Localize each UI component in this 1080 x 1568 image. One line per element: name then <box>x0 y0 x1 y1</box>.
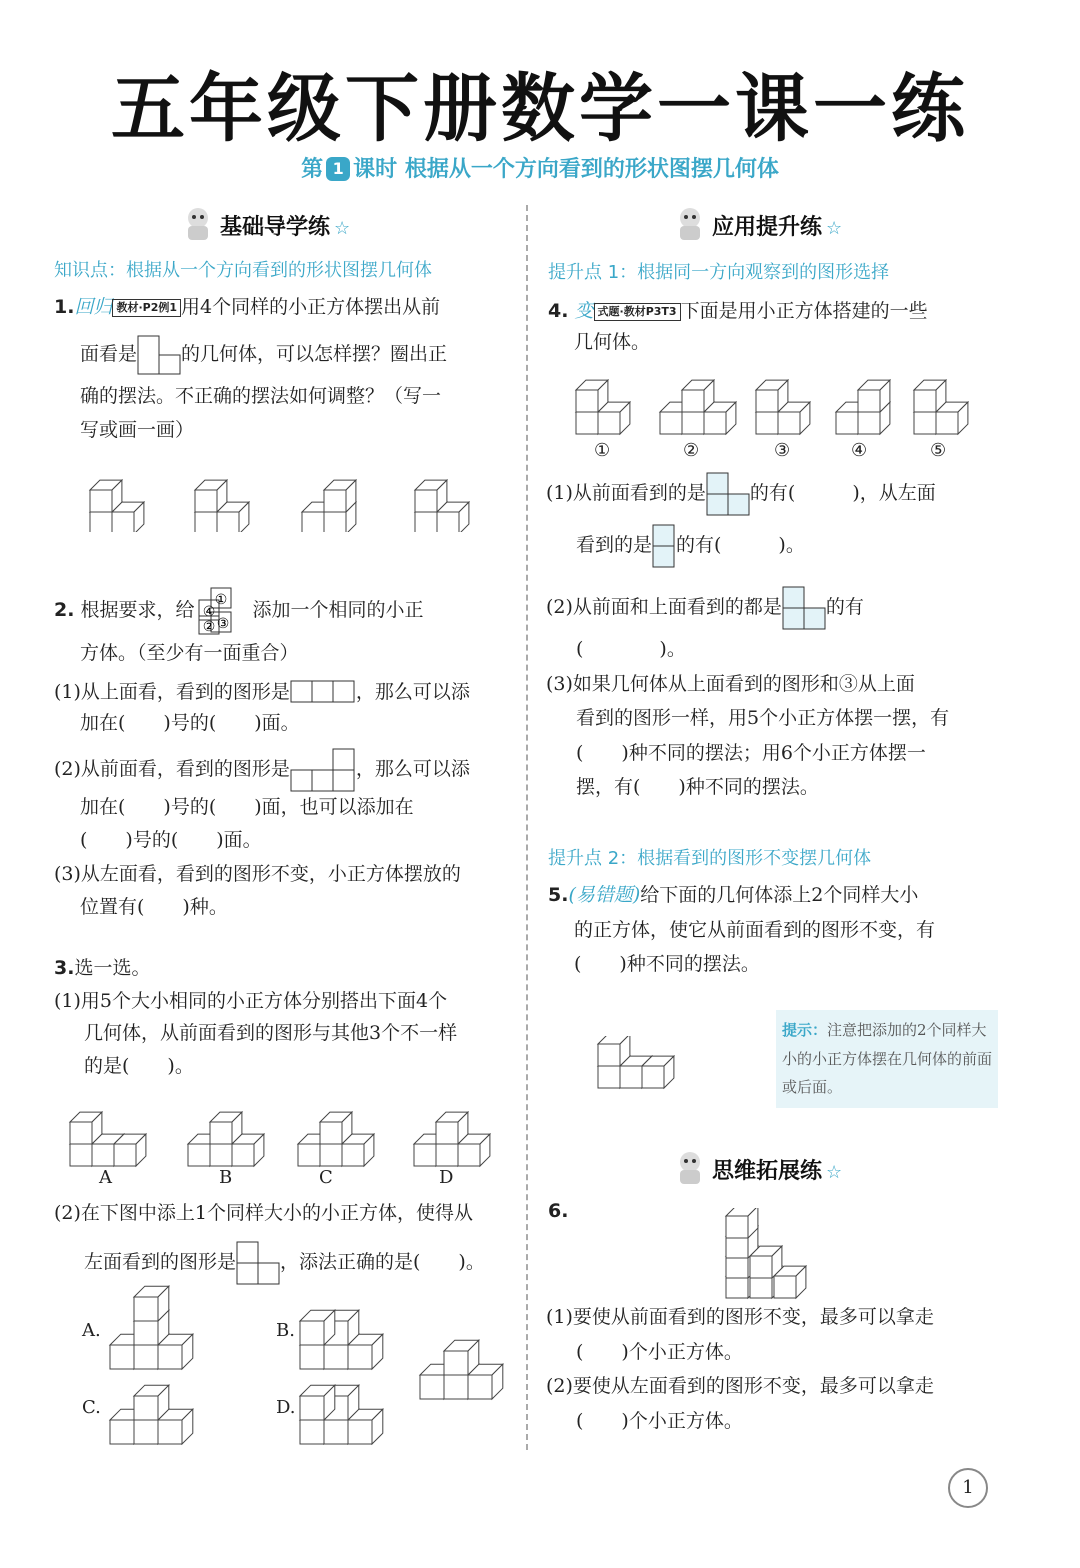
section-apply-title: 应用提升练 <box>712 215 823 240</box>
q3-p1c: 的是( )。 <box>84 1054 194 1077</box>
cube <box>726 1208 758 1238</box>
knowledge-point: 知识点：根据从一个方向看到的形状图摆几何体 <box>54 260 432 281</box>
q4-p3c: ( )种不同的摆法；用6个小正方体摆一 <box>576 741 926 764</box>
q2-p1c: 加在( )号的( )面。 <box>80 711 300 734</box>
cube <box>437 502 469 532</box>
section-extend-header <box>674 1150 842 1186</box>
q1-line2b: 的几何体，可以怎样摆？圈出正 <box>181 342 448 365</box>
question-5 <box>548 882 1000 978</box>
cube <box>858 380 890 412</box>
q4-line2: 几何体。 <box>574 330 651 353</box>
q3-choice-c: C. <box>82 1397 101 1418</box>
cube <box>598 1036 630 1066</box>
left-view-shape-q4 <box>652 524 676 568</box>
q3-option-b: B <box>219 1167 233 1188</box>
q4-source: 式题·教材P3T3 <box>594 303 681 321</box>
question-6 <box>546 1304 1000 1434</box>
q2-p1b: ，那么可以添 <box>355 680 470 703</box>
front-view-shape-q4 <box>706 472 750 516</box>
q3-head: 选一选。 <box>74 957 151 979</box>
q3-choice-d: D. <box>276 1397 296 1418</box>
q2-p2b: ，那么可以添 <box>355 758 470 781</box>
cube <box>232 1134 264 1166</box>
q5-tag: (易错题) <box>568 884 641 906</box>
q4-p3d: 摆，有( )种不同的摆法。 <box>576 776 819 799</box>
q1-line1: 用4个同样的小正方体摆出从前 <box>181 296 441 318</box>
q4-p2a: (2)从前面和上面看到的都是 <box>546 596 782 618</box>
cube <box>444 1340 479 1375</box>
q6-number: 6. <box>548 1200 569 1222</box>
front-view-shape-icon-2 <box>290 748 356 792</box>
q4-label-4: ④ <box>851 440 868 461</box>
q2-line1b: 添加一个相同的小正 <box>252 599 424 621</box>
q1-line2a: 面看是 <box>80 342 138 365</box>
q4-p3b: 看到的图形一样，用5个小正方体摆一摆，有 <box>576 707 950 730</box>
cube <box>642 1056 674 1088</box>
q2-p1a: (1)从上面看，看到的图形是 <box>54 680 290 703</box>
q5-line1: 给下面的几何体添上2个同样大小 <box>640 884 919 906</box>
left-view-shape-icon <box>236 1241 280 1285</box>
star-icon-2: ☆ <box>826 218 843 239</box>
q6-p2a: (2)要使从左面看到的图形不变，最多可以拿走 <box>546 1375 934 1398</box>
q4-line1: 下面是用小正方体搭建的一些 <box>680 300 928 322</box>
question-4 <box>548 298 1000 355</box>
question-2 <box>54 586 514 921</box>
q3-p2b2: ，添法正确的是( )。 <box>280 1250 485 1273</box>
q2-p2c: 加在( )号的( )面，也可以添加在 <box>80 796 414 819</box>
star-icon: ☆ <box>334 218 351 239</box>
q2-p3b: 位置有( )种。 <box>80 895 228 918</box>
q4-number: 4. <box>548 300 569 322</box>
q4-tag: 变 <box>574 300 594 322</box>
cube <box>342 1134 374 1166</box>
q2-line1a: 根据要求，给 <box>80 599 195 621</box>
q6-cube-figure <box>720 1208 830 1300</box>
q4-label-1: ① <box>594 440 611 461</box>
lesson-number-badge: 1 <box>326 157 350 181</box>
cube <box>300 1310 335 1345</box>
column-divider <box>526 205 528 1450</box>
cube <box>90 480 122 512</box>
mascot-icon-3 <box>674 1150 706 1186</box>
cube-label-4: ④ <box>202 604 215 620</box>
q3-option-c: C <box>319 1167 333 1188</box>
q1-source: 教材·P2例1 <box>112 299 181 317</box>
cube <box>436 1112 468 1144</box>
question-1 <box>54 294 514 444</box>
q3-choice-figures <box>100 1285 520 1445</box>
mascot-icon <box>182 206 214 242</box>
q4-label-3: ③ <box>774 440 791 461</box>
q3-p1a: (1)用5个大小相同的小正方体分别搭出下面4个 <box>54 989 448 1012</box>
q4-p2b: 的有 <box>825 596 864 618</box>
q3-option-a: A <box>99 1167 112 1188</box>
question-3-part2 <box>54 1200 520 1285</box>
q5-line2: 的正方体，使它从前面看到的图形不变，有 <box>574 918 936 941</box>
q3-cube-figures <box>66 1100 496 1170</box>
q3-p1b: 几何体，从前面看到的图形与其他3个不一样 <box>84 1022 458 1045</box>
q1-tag: 回归 <box>74 296 113 318</box>
q6-p1a: (1)要使从前面看到的图形不变，最多可以拿走 <box>546 1306 934 1328</box>
section-extend-title: 思维拓展练 <box>712 1159 823 1184</box>
q4-p2c: ( )。 <box>576 638 686 660</box>
q4-label-2: ② <box>683 440 700 461</box>
q3-p2a: (2)在下图中添上1个同样大小的小正方体，使得从 <box>54 1202 474 1224</box>
q4-p1b: 的有( )，从左面 <box>749 482 936 504</box>
q4-p1a: (1)从前面看到的是 <box>546 482 706 504</box>
cube-label-2: ② <box>202 619 215 635</box>
q4-cube-figures <box>570 376 980 440</box>
subtitle-prefix: 第 <box>301 157 324 182</box>
cube <box>576 380 608 412</box>
q6-p2b: ( )个小正方体。 <box>576 1409 743 1432</box>
q2-p3a: (3)从左面看，看到的图形不变，小正方体摆放的 <box>54 863 461 886</box>
front-view-shape-icon <box>137 335 181 375</box>
cube <box>134 1286 169 1321</box>
question-3 <box>54 955 514 1079</box>
improve-point-1: 提升点 1：根据同一方向观察到的图形选择 <box>548 262 890 283</box>
q1-cube-figures <box>80 462 480 532</box>
cube <box>134 1385 169 1420</box>
cube-label-1: ① <box>214 592 227 608</box>
numbered-cubes-icon <box>195 586 253 636</box>
q3-option-d: D <box>439 1167 454 1188</box>
front-top-shape-q4 <box>782 586 826 630</box>
hint-text: 注意把添加的2个同样大小的小正方体摆在几何体的前面或后面。 <box>782 1021 993 1096</box>
lesson-subtitle <box>0 152 1080 183</box>
q1-line3: 确的摆法。不正确的摆法如何调整？（写一 <box>80 384 442 407</box>
q2-number: 2. <box>54 599 75 621</box>
cube <box>217 502 249 532</box>
top-view-shape-icon <box>290 680 356 706</box>
q3-choice-a: A. <box>82 1320 101 1341</box>
section-apply-header <box>674 206 842 242</box>
q6-p1b: ( )个小正方体。 <box>576 1340 743 1363</box>
cube <box>756 380 788 412</box>
mascot-icon-2 <box>674 206 706 242</box>
q2-line2: 方体。（至少有一面重合） <box>80 642 299 664</box>
q3-choice-b: B. <box>276 1320 295 1341</box>
q3-number: 3. <box>54 957 75 979</box>
section-basic-title: 基础导学练 <box>220 215 331 240</box>
question-4-parts <box>546 472 1000 801</box>
q5-number: 5. <box>548 884 569 906</box>
q3-p2b1: 左面看到的图形是 <box>84 1250 237 1273</box>
q1-line4: 写或画一画） <box>80 419 195 442</box>
q2-p2d: ( )号的( )面。 <box>80 828 262 851</box>
page-title: 五年级下册数学一课一练 <box>111 66 969 152</box>
q4-p1d: 的有( )。 <box>676 534 805 556</box>
q1-number: 1. <box>54 296 75 318</box>
star-icon-3: ☆ <box>826 1162 843 1183</box>
q4-label-5: ⑤ <box>930 440 947 461</box>
cube <box>324 480 356 512</box>
cube <box>114 1134 146 1166</box>
q5-cube-figure <box>594 1036 684 1092</box>
q4-p1c: 看到的是 <box>576 534 653 556</box>
q5-line3: ( )种不同的摆法。 <box>574 953 760 976</box>
hint-label: 提示： <box>782 1021 828 1039</box>
hint-box <box>776 1010 998 1108</box>
section-basic-header <box>182 206 350 242</box>
improve-point-2: 提升点 2：根据看到的图形不变摆几何体 <box>548 848 872 869</box>
cube <box>914 380 946 412</box>
subtitle-text: 课时 根据从一个方向看到的形状图摆几何体 <box>353 157 779 182</box>
page-number: 1 <box>948 1468 988 1508</box>
q4-p3a: (3)如果几何体从上面看到的图形和③从上面 <box>546 672 915 695</box>
cube <box>300 1385 335 1420</box>
cube <box>682 380 714 412</box>
q2-p2a: (2)从前面看，看到的图形是 <box>54 758 290 781</box>
cube-label-3: ③ <box>216 616 229 632</box>
